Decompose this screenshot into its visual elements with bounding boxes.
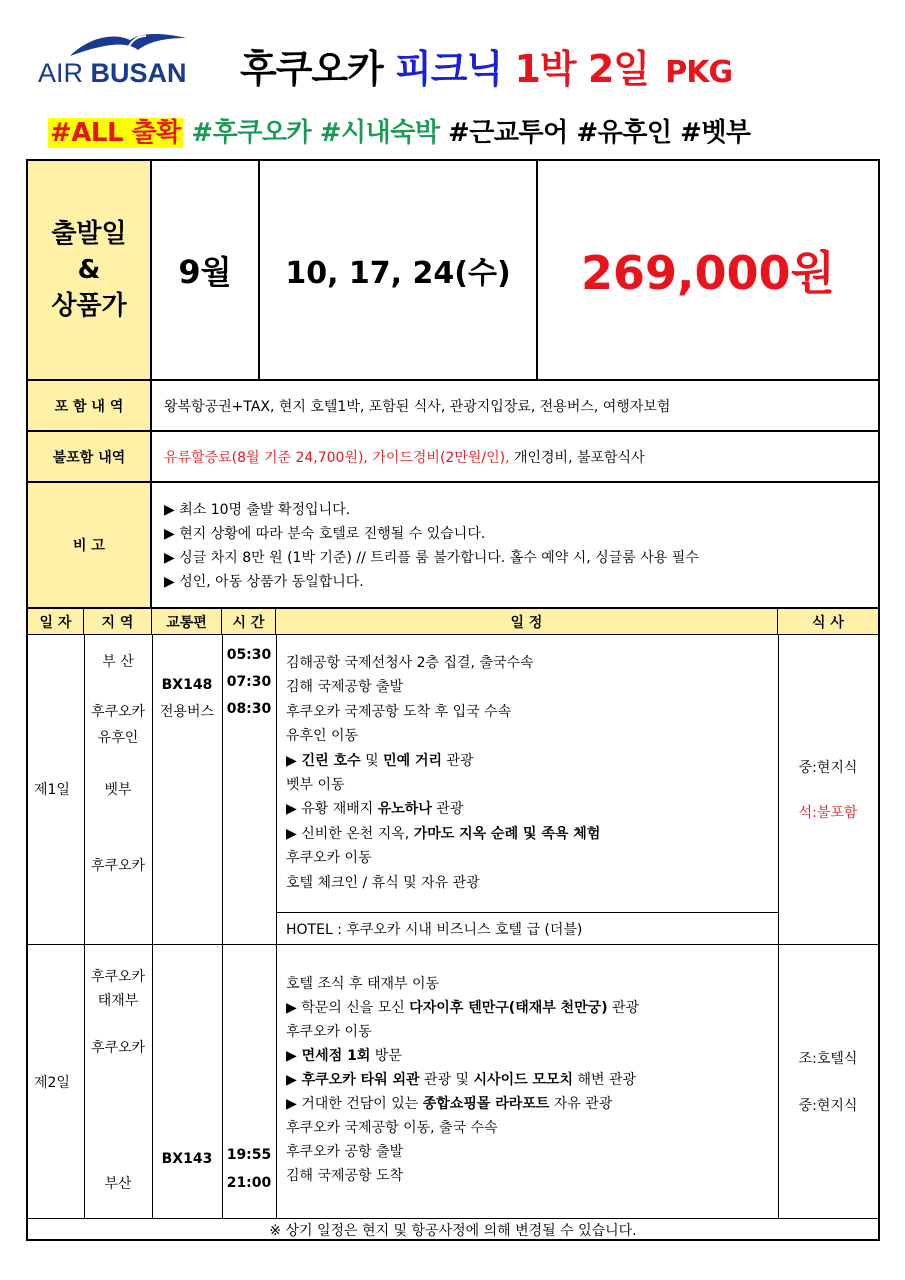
day1-region: 부 산 (102, 654, 134, 670)
day2-time: 21:00 (226, 1175, 272, 1191)
day2-time: 19:55 (226, 1147, 272, 1163)
grid-line (84, 635, 85, 1218)
tag-beppu: #벳부 (680, 118, 751, 148)
col-transport: 교통편 (152, 609, 222, 635)
col-itinerary: 일 정 (276, 609, 778, 635)
air-busan-logo (38, 30, 188, 90)
excluded-row (28, 432, 878, 483)
schedule-header (28, 609, 878, 635)
hashtag-line (48, 112, 751, 149)
day2-region: 태재부 (97, 993, 139, 1009)
grid-line (222, 635, 223, 1218)
excluded-text: 유류할증료(8월 기준 24,700원), 가이드경비(2만원/인), 개인경비, 불포함식사 (164, 450, 645, 466)
day1-region: 후쿠오카 (90, 704, 146, 720)
day1-meal-dinner: 석:불포함 (798, 805, 858, 821)
day1-region: 벳부 (104, 782, 132, 798)
day2-itinerary-line: ▶ 후쿠오카 타워 외관 관광 및 시사이드 모모치 해변 관광 (286, 1072, 637, 1088)
day1-itinerary-line: 호텔 체크인 / 휴식 및 자유 관광 (286, 874, 480, 891)
grid-line (276, 635, 277, 1218)
day2-itinerary-line: ▶ 거대한 건담이 있는 종합쇼핑몰 라라포트 자유 관광 (286, 1096, 613, 1112)
notes-label: 비 고 (28, 483, 152, 607)
day2-region: 후쿠오카 (90, 969, 146, 985)
day2-flight: BX143 (161, 1151, 213, 1167)
day1-itinerary-line: 김해공항 국제선청사 2층 집결, 출국수속 (286, 655, 534, 671)
day2-meal-lunch: 중:현지식 (798, 1098, 858, 1114)
tag-yufuin: #유후인 (576, 118, 672, 148)
day1-bus: 전용버스 (159, 704, 215, 720)
departure-month: 9월 (152, 161, 260, 379)
page-title: 후쿠오카 피크닉 1박 2일 PKG (240, 47, 733, 91)
included-label: 포 함 내 역 (28, 381, 152, 430)
product-price: 269,000원 (581, 246, 835, 300)
day1-itinerary-line: ▶ 신비한 온천 지옥, 가마도 지옥 순례 및 족욕 체험 (286, 825, 601, 842)
day1-hotel: HOTEL : 후쿠오카 시내 비즈니스 호텔 급 (더블) (286, 922, 583, 938)
day1-itinerary-line: 유후인 이동 (286, 728, 359, 745)
day1-flight: BX148 (161, 677, 213, 693)
day1-time: 08:30 (226, 701, 272, 717)
included-row (28, 381, 878, 432)
note-line: ▶ 현지 상황에 따라 분숙 호텔로 진행될 수 있습니다. (164, 526, 486, 542)
day2-region: 부산 (104, 1176, 132, 1192)
price-row (28, 161, 878, 381)
logo-wordmark: AIR BUSAN (38, 58, 187, 88)
day2-label: 제2일 (34, 1075, 70, 1091)
bird-logo-icon (68, 30, 188, 60)
tag-city-stay: #시내숙박 (319, 118, 440, 148)
note-line: ▶ 최소 10명 출발 확정입니다. (164, 502, 351, 518)
day2-itinerary-line: 김해 국제공항 도착 (286, 1168, 404, 1184)
day1-time: 07:30 (226, 674, 272, 690)
hotel-divider (276, 912, 778, 913)
day1-region: 후쿠오카 (90, 858, 146, 874)
included-text: 왕복항공권+TAX, 현지 호텔1박, 포함된 식사, 관광지입장료, 전용버스, 여행자보험 (164, 399, 671, 415)
col-time: 시 간 (222, 609, 276, 635)
departure-dates: 10, 17, 24(수) (260, 161, 538, 379)
tag-suburb-tour: #근교투어 (448, 118, 568, 148)
col-day: 일 자 (28, 609, 84, 635)
grid-line (152, 635, 153, 1218)
col-region: 지 역 (84, 609, 152, 635)
day2-itinerary-line: 호텔 조식 후 태재부 이동 (286, 976, 440, 992)
day1-itinerary-line: 김해 국제공항 출발 (286, 679, 404, 696)
tag-fukuoka: #후쿠오카 (191, 118, 312, 148)
day2-itinerary-line: 후쿠오카 국제공항 이동, 출국 수속 (286, 1120, 498, 1136)
day2-itinerary-line: ▶ 학문의 신을 모신 다자이후 텐만구(태재부 천만궁) 관광 (286, 1000, 640, 1016)
day1-itinerary-line: ▶ 유황 재배지 유노하나 관광 (286, 801, 464, 818)
day1-meal-lunch: 중:현지식 (798, 760, 858, 776)
day2-meal-breakfast: 조:호텔식 (798, 1051, 858, 1067)
product-table (26, 159, 880, 1241)
day1-region: 유후인 (97, 730, 139, 746)
day1-itinerary-line: 후쿠오카 국제공항 도착 후 입국 수속 (286, 703, 512, 720)
day-divider (28, 944, 878, 945)
note-line: ▶ 싱글 차지 8만 원 (1박 기준) // 트리플 룸 불가합니다. 홀수 예약 시, 싱글룸 사용 필수 (164, 550, 699, 566)
note-line: ▶ 성인, 아동 상품가 동일합니다. (164, 574, 364, 590)
day2-itinerary-line: 후쿠오카 이동 (286, 1024, 372, 1040)
day2-itinerary-line: 후쿠오카 공항 출발 (286, 1144, 404, 1160)
departure-price-label: 출발일 & 상품가 (28, 161, 152, 379)
day1-itinerary-line: 후쿠오카 이동 (286, 850, 372, 867)
day1-itinerary-line: 벳부 이동 (286, 777, 345, 793)
day1-label: 제1일 (34, 782, 70, 798)
tag-all-confirmed: #ALL 출확 (50, 118, 181, 148)
footer-notice: ※ 상기 일정은 현지 및 항공사정에 의해 변경될 수 있습니다. (28, 1218, 878, 1240)
excluded-label: 불포함 내역 (28, 432, 152, 481)
day2-region: 후쿠오카 (90, 1040, 146, 1056)
grid-line (778, 635, 779, 1218)
col-meal: 식 사 (812, 615, 844, 631)
notes-row (28, 483, 878, 609)
day2-itinerary-line: ▶ 면세점 1회 방문 (286, 1048, 402, 1064)
day1-time: 05:30 (226, 647, 272, 663)
day1-itinerary-line: ▶ 긴린 호수 및 민예 거리 관광 (286, 752, 474, 769)
